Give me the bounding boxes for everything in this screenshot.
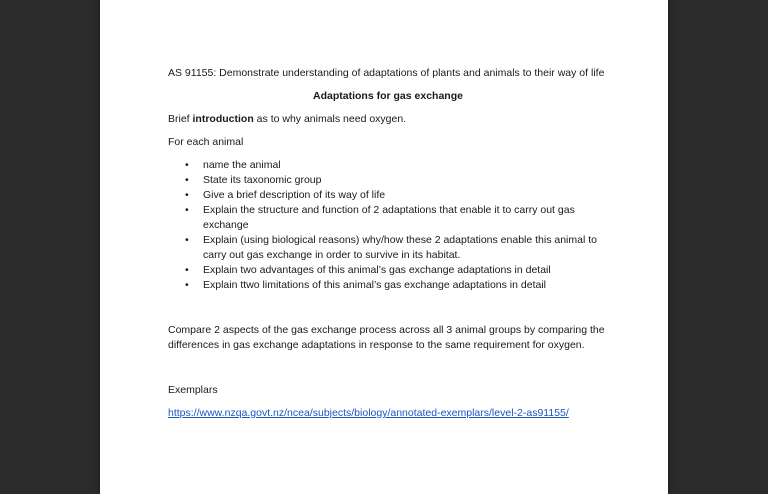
list-item-text: Explain two advantages of this animal’s gas exchange adaptations in detail (203, 264, 551, 276)
exemplars-link[interactable]: https://www.nzqa.govt.nz/ncea/subjects/biology/annotated-exemplars/level-2-as91155/ (168, 407, 569, 419)
bullet-icon: • (185, 174, 189, 186)
list-item (168, 173, 608, 188)
list-item (168, 263, 608, 278)
list-item-text: State its taxonomic group (203, 174, 322, 186)
intro-prefix: Brief (168, 113, 193, 125)
bullet-icon: • (185, 279, 189, 291)
requirements-list (168, 158, 608, 293)
bullet-icon: • (185, 264, 189, 276)
exemplars-heading: Exemplars (168, 384, 218, 396)
bullet-icon: • (185, 204, 189, 216)
list-item-text: name the animal (203, 159, 281, 171)
list-item-text: Give a brief description of its way of life (203, 189, 386, 201)
list-item (168, 188, 608, 203)
list-item (168, 158, 608, 173)
list-item (168, 203, 608, 233)
compare-paragraph: Compare 2 aspects of the gas exchange process across all 3 animal groups by comparing the differences in gas exchange adaptations in response to the same requirement for oxygen. (168, 324, 605, 351)
list-item-text: Explain ttwo limitations of this animal’s gas exchange adaptations in detail (203, 279, 547, 291)
list-item-text: Explain (using biological reasons) why/how these 2 adaptations enable this animal to carry out gas exchange in order to survive in its habitat. (203, 234, 597, 261)
list-item (168, 278, 608, 293)
intro-bold: introduction (192, 113, 254, 125)
document-title: Adaptations for gas exchange (313, 90, 463, 102)
standard-line: AS 91155: Demonstrate understanding of adaptations of plants and animals to their way of life (168, 67, 605, 79)
list-item (168, 233, 608, 263)
intro-paragraph (168, 112, 608, 127)
list-item-text: Explain the structure and function of 2 adaptations that enable it to carry out gas exchange (203, 204, 575, 231)
bullet-icon: • (185, 234, 189, 246)
page-content (168, 66, 608, 421)
document-page (100, 0, 668, 494)
bullet-icon: • (185, 189, 189, 201)
for-each-line: For each animal (168, 136, 244, 148)
intro-suffix: as to why animals need oxygen. (253, 113, 407, 125)
bullet-icon: • (185, 159, 189, 171)
